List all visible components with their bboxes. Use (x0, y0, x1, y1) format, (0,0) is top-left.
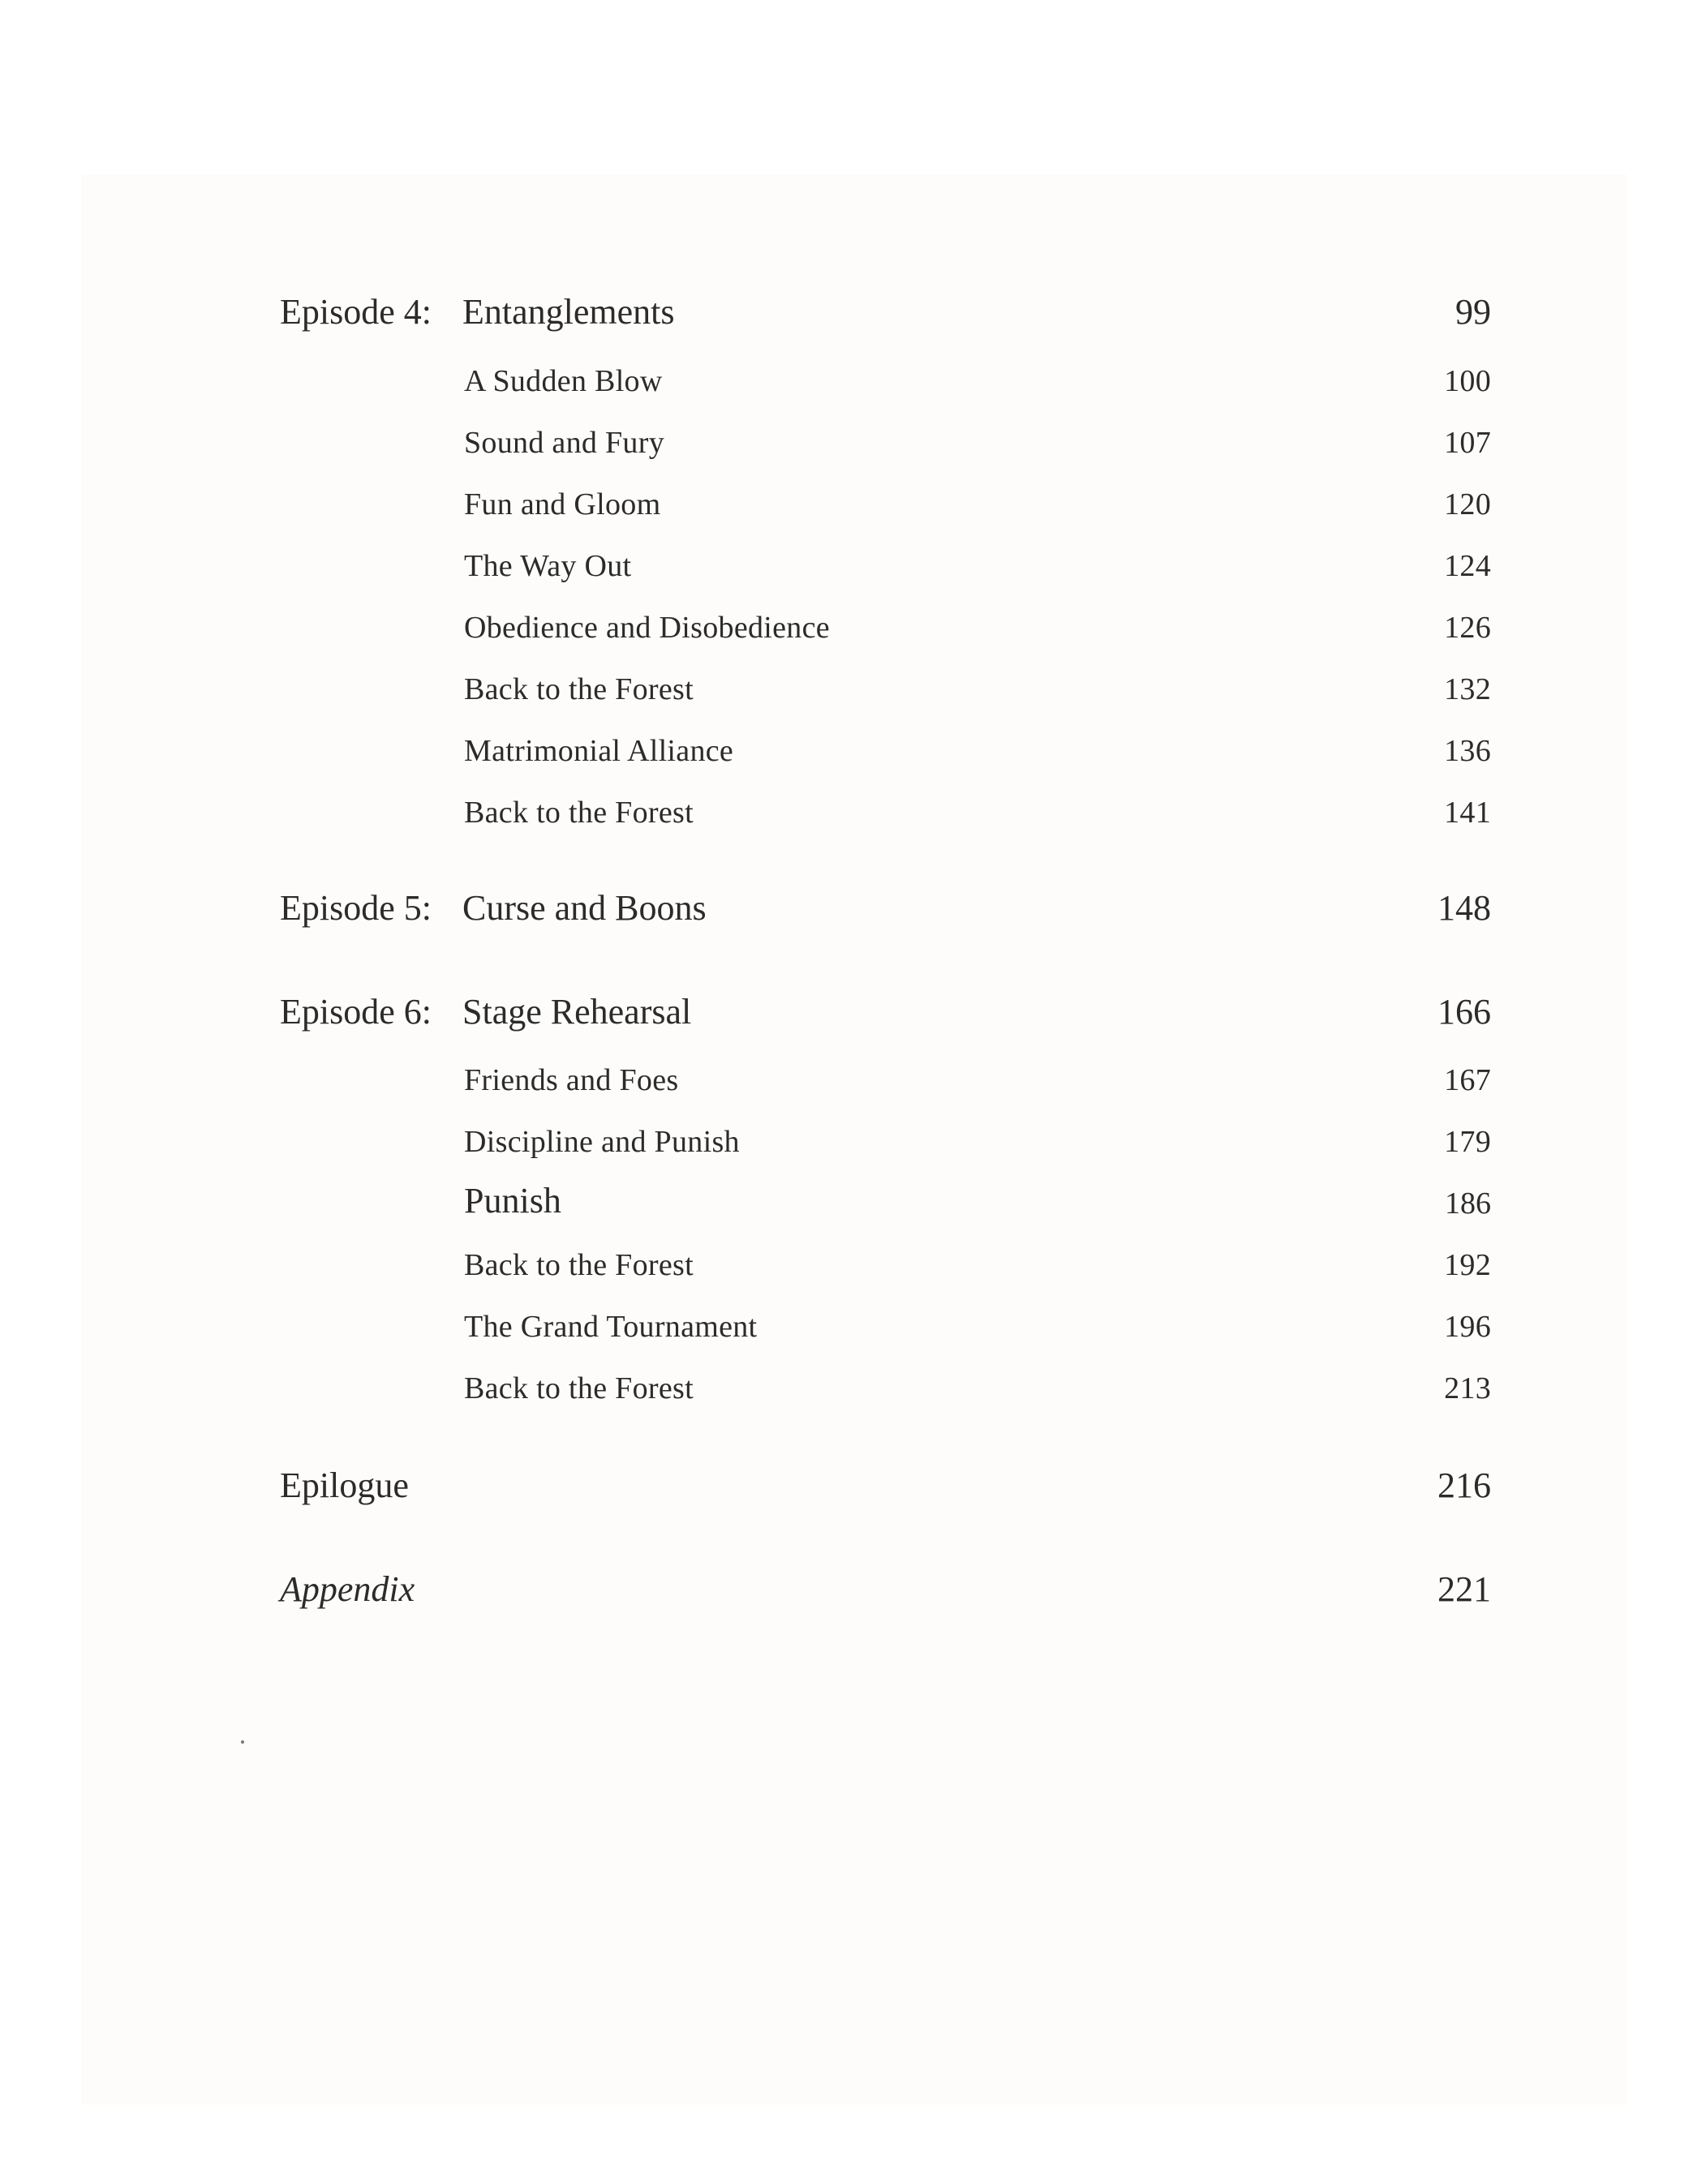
page-number: 186 (1445, 1186, 1491, 1221)
page-number: 216 (1437, 1465, 1491, 1505)
section-title: Obedience and Disobedience (464, 611, 830, 645)
page-number: 107 (1444, 426, 1491, 460)
page-number: 120 (1444, 487, 1491, 521)
page-number: 196 (1444, 1310, 1491, 1344)
toc-section (280, 1358, 1491, 1406)
toc-section (280, 1296, 1491, 1345)
page-number: 136 (1444, 734, 1491, 768)
appendix-label: Appendix (280, 1569, 415, 1609)
toc-section (280, 1171, 1491, 1221)
section-title: Discipline and Punish (464, 1125, 740, 1159)
toc-epilogue (280, 1457, 1491, 1506)
section-title: Back to the Forest (464, 672, 694, 706)
toc-episode-5 (280, 880, 1491, 929)
section-title: Sound and Fury (464, 426, 664, 460)
page-number: 148 (1437, 888, 1491, 928)
toc-section (280, 720, 1491, 769)
page-number: 124 (1444, 549, 1491, 583)
toc-section (280, 1234, 1491, 1283)
episode-title: Stage Rehearsal (462, 992, 692, 1032)
toc-episode-6 (280, 984, 1491, 1032)
epilogue-label: Epilogue (280, 1465, 409, 1505)
section-title: Fun and Gloom (464, 487, 661, 521)
section-title: Punish (464, 1181, 561, 1221)
section-title: A Sudden Blow (464, 364, 663, 398)
section-title: Matrimonial Alliance (464, 734, 734, 768)
toc-section (280, 474, 1491, 522)
page-number: 166 (1437, 992, 1491, 1032)
toc-appendix (280, 1561, 1491, 1610)
toc-section (280, 782, 1491, 830)
page-number: 167 (1444, 1063, 1491, 1097)
section-title: The Way Out (464, 549, 632, 583)
page-number: 179 (1444, 1125, 1491, 1159)
section-title: Back to the Forest (464, 1248, 694, 1282)
toc-section (280, 350, 1491, 399)
toc-section (280, 1111, 1491, 1160)
episode-label: Episode 5: (280, 888, 432, 928)
episode-title: Entanglements (462, 292, 675, 332)
episode-label: Episode 6: (280, 992, 432, 1032)
page-number: 213 (1444, 1371, 1491, 1405)
page-number: 126 (1444, 611, 1491, 645)
page-number: 192 (1444, 1248, 1491, 1282)
toc-section (280, 412, 1491, 461)
toc-section (280, 597, 1491, 646)
episode-title: Curse and Boons (462, 888, 707, 928)
toc-section (280, 1049, 1491, 1098)
section-title: Friends and Foes (464, 1063, 679, 1097)
page-number: 99 (1455, 292, 1491, 332)
episode-label: Episode 4: (280, 292, 432, 332)
page-number: 221 (1437, 1569, 1491, 1609)
toc-section (280, 535, 1491, 584)
section-title: Back to the Forest (464, 1371, 694, 1405)
page-number: 100 (1444, 364, 1491, 398)
ink-speck (241, 1740, 244, 1744)
page-number: 132 (1444, 672, 1491, 706)
section-title: The Grand Tournament (464, 1310, 758, 1344)
toc-episode-4 (280, 284, 1491, 333)
page-number: 141 (1444, 796, 1491, 830)
toc-section (280, 659, 1491, 707)
section-title: Back to the Forest (464, 796, 694, 830)
